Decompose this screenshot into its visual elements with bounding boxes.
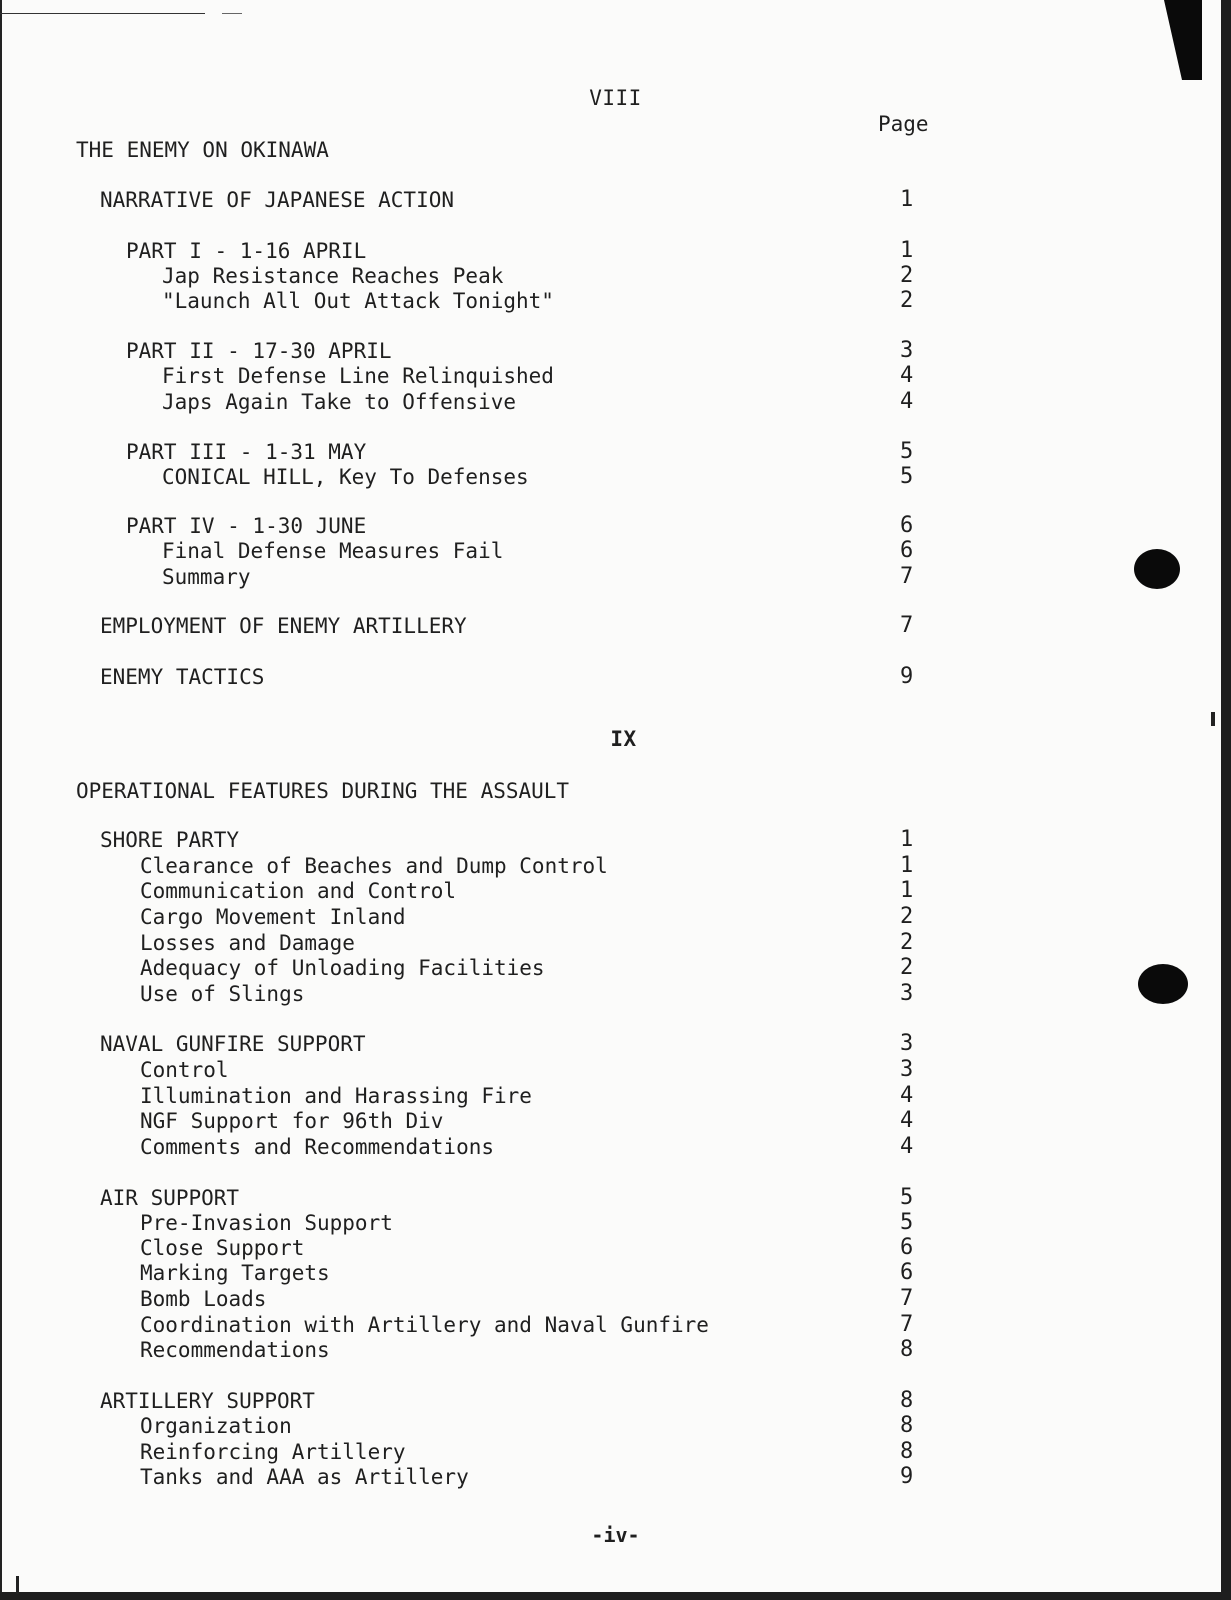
toc-page-number: 1 — [900, 853, 914, 878]
toc-page-number: 2 — [900, 955, 914, 980]
toc-page-number: 3 — [900, 981, 914, 1006]
toc-page-number: 1 — [900, 827, 914, 852]
toc-page-number: 6 — [900, 1235, 914, 1260]
toc-page-number: 1 — [900, 878, 914, 903]
toc-page-number: 7 — [900, 564, 914, 589]
page-footer-number: -iv- — [591, 1523, 640, 1547]
toc-page-number: 4 — [900, 1134, 914, 1159]
toc-page-number: 3 — [900, 1057, 914, 1082]
right-edge-border — [1221, 0, 1231, 1600]
toc-page-number: 8 — [900, 1413, 914, 1438]
toc-entry: Adequacy of Unloading Facilities — [140, 956, 545, 980]
toc-entry: AIR SUPPORT — [100, 1186, 240, 1210]
toc-page-number: 7 — [900, 613, 914, 638]
toc-entry: Use of Slings — [140, 982, 305, 1006]
toc-entry: Losses and Damage — [140, 931, 355, 955]
toc-entry: CONICAL HILL, Key To Defenses — [162, 465, 529, 489]
toc-entry: Summary — [162, 565, 251, 589]
toc-entry: Final Defense Measures Fail — [162, 539, 504, 563]
margin-mark — [1211, 712, 1215, 726]
corner-mark — [16, 1576, 19, 1594]
page-column-header: Page — [878, 112, 929, 136]
toc-entry: Control — [140, 1058, 229, 1082]
punch-hole-icon — [1138, 964, 1188, 1004]
toc-entry: "Launch All Out Attack Tonight" — [162, 289, 554, 313]
toc-entry: Reinforcing Artillery — [140, 1440, 406, 1464]
toc-entry: Japs Again Take to Offensive — [162, 390, 517, 414]
toc-entry: Marking Targets — [140, 1261, 330, 1285]
toc-entry: Jap Resistance Reaches Peak — [162, 264, 504, 288]
toc-page-number: 4 — [900, 1108, 914, 1133]
toc-entry: PART III - 1-31 MAY — [126, 440, 367, 464]
toc-page-number: 3 — [900, 1031, 914, 1056]
section-numeral-viii: VIII — [589, 86, 642, 110]
toc-entry: ENEMY TACTICS — [100, 665, 265, 689]
toc-entry: First Defense Line Relinquished — [162, 364, 554, 388]
toc-page-number: 5 — [900, 1210, 914, 1235]
toc-entry: Cargo Movement Inland — [140, 905, 406, 929]
toc-page-number: 9 — [900, 1464, 914, 1489]
toc-entry: SHORE PARTY — [100, 828, 240, 852]
toc-page-number: 4 — [900, 389, 914, 414]
toc-page-number: 8 — [900, 1388, 914, 1413]
toc-entry: PART II - 17-30 APRIL — [126, 339, 392, 363]
toc-entry: PART IV - 1-30 JUNE — [126, 514, 367, 538]
toc-entry: NAVAL GUNFIRE SUPPORT — [100, 1032, 366, 1056]
toc-page-number: 6 — [900, 538, 914, 563]
toc-page-number: 7 — [900, 1312, 914, 1337]
bottom-edge-border — [0, 1592, 1231, 1600]
toc-entry: Pre-Invasion Support — [140, 1211, 393, 1235]
toc-page-number: 8 — [900, 1337, 914, 1362]
toc-page-number: 5 — [900, 1185, 914, 1210]
top-rule-fragment — [222, 13, 242, 14]
left-edge-border — [0, 0, 2, 1600]
toc-page-number: 4 — [900, 363, 914, 388]
toc-page-number: 1 — [900, 187, 914, 212]
toc-entry: Comments and Recommendations — [140, 1135, 495, 1159]
toc-page-number: 9 — [900, 664, 914, 689]
toc-page-number: 2 — [900, 904, 914, 929]
punch-hole-icon — [1134, 549, 1180, 589]
toc-page-number: 7 — [900, 1286, 914, 1311]
section-title-ix: OPERATIONAL FEATURES DURING THE ASSAULT — [76, 779, 570, 803]
toc-page-number: 5 — [900, 439, 914, 464]
toc-entry: ARTILLERY SUPPORT — [100, 1389, 315, 1413]
toc-page-number: 4 — [900, 1083, 914, 1108]
toc-entry: Illumination and Harassing Fire — [140, 1084, 532, 1108]
toc-page-number: 3 — [900, 338, 914, 363]
toc-page-number: 6 — [900, 513, 914, 538]
toc-entry: NARRATIVE OF JAPANESE ACTION — [100, 188, 455, 212]
section-numeral-ix: IX — [610, 727, 637, 751]
toc-entry: Coordination with Artillery and Naval Gunfire — [140, 1313, 709, 1337]
toc-entry: PART I - 1-16 APRIL — [126, 239, 367, 263]
section-title-viii: THE ENEMY ON OKINAWA — [76, 138, 329, 162]
toc-page-number: 1 — [900, 238, 914, 263]
toc-page-number: 2 — [900, 263, 914, 288]
toc-page-number: 5 — [900, 464, 914, 489]
toc-entry: Tanks and AAA as Artillery — [140, 1465, 469, 1489]
toc-entry: EMPLOYMENT OF ENEMY ARTILLERY — [100, 614, 467, 638]
toc-entry: Recommendations — [140, 1338, 330, 1362]
torn-corner-mark — [1164, 0, 1202, 80]
toc-entry: Close Support — [140, 1236, 305, 1260]
toc-page-number: 8 — [900, 1439, 914, 1464]
toc-entry: Bomb Loads — [140, 1287, 267, 1311]
toc-entry: Communication and Control — [140, 879, 457, 903]
toc-entry: Clearance of Beaches and Dump Control — [140, 854, 608, 878]
toc-page-number: 2 — [900, 288, 914, 313]
toc-entry: NGF Support for 96th Div — [140, 1109, 444, 1133]
toc-page-number: 2 — [900, 930, 914, 955]
toc-entry: Organization — [140, 1414, 292, 1438]
toc-page-number: 6 — [900, 1260, 914, 1285]
top-rule-line — [0, 13, 205, 14]
